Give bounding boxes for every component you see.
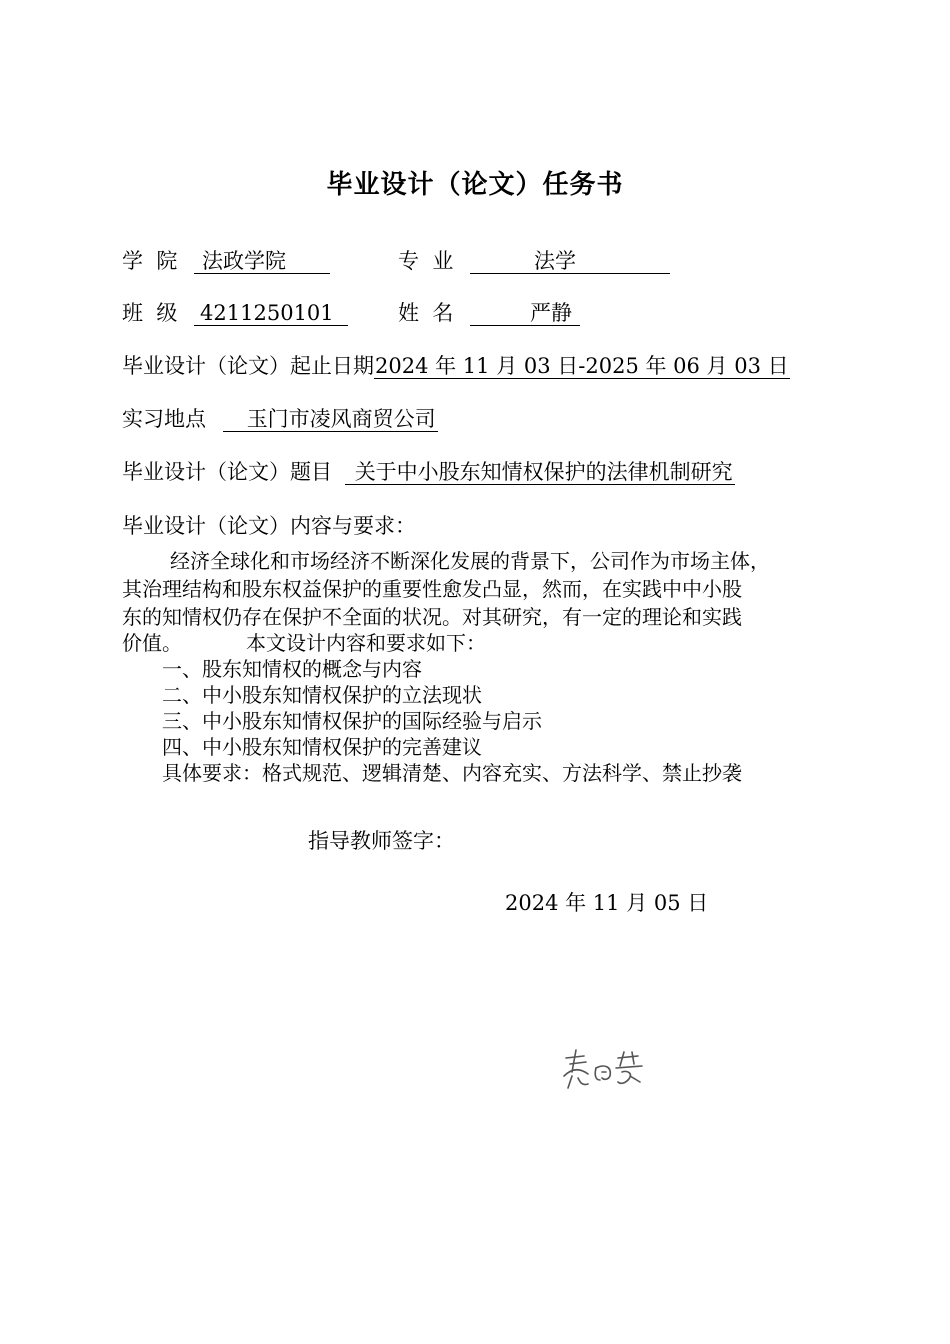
college-row bbox=[122, 246, 330, 276]
internship-value: 玉门市凌风商贸公司 bbox=[223, 407, 438, 432]
class-label: 班 级 bbox=[122, 301, 178, 325]
topic-row bbox=[122, 457, 735, 487]
document-title: 毕业设计（论文）任务书 bbox=[326, 170, 624, 200]
major-label: 专 业 bbox=[398, 249, 454, 273]
class-row bbox=[122, 298, 348, 328]
dates-label: 毕业设计（论文）起止日期 bbox=[122, 354, 374, 378]
paragraph-line: 价值。 bbox=[122, 631, 182, 655]
dates-row bbox=[122, 351, 790, 381]
signature-date: 2024 年 11 月 05 日 bbox=[505, 891, 709, 915]
advisor-signature-label: 指导教师签字： bbox=[308, 829, 455, 853]
name-row bbox=[398, 298, 580, 328]
paragraph-line: 本文设计内容和要求如下： bbox=[246, 631, 486, 655]
requirements-heading: 毕业设计（论文）内容与要求： bbox=[122, 514, 416, 538]
internship-row bbox=[122, 404, 438, 434]
internship-label: 实习地点 bbox=[122, 407, 206, 431]
list-item: 四、中小股东知情权保护的完善建议 bbox=[162, 735, 482, 759]
name-label: 姓 名 bbox=[398, 301, 454, 325]
paragraph-line: 其治理结构和股东权益保护的重要性愈发凸显，然而，在实践中中小股 bbox=[122, 577, 742, 601]
name-value: 严静 bbox=[470, 301, 580, 326]
handwritten-signature bbox=[558, 1046, 648, 1092]
topic-label: 毕业设计（论文）题目 bbox=[122, 460, 332, 484]
paragraph-line: 经济全球化和市场经济不断深化发展的背景下，公司作为市场主体， bbox=[170, 549, 770, 573]
paragraph-line: 东的知情权仍存在保护不全面的状况。对其研究，有一定的理论和实践 bbox=[122, 605, 742, 629]
topic-value: 关于中小股东知情权保护的法律机制研究 bbox=[345, 460, 735, 485]
class-value: 4211250101 bbox=[194, 301, 348, 326]
list-item: 一、股东知情权的概念与内容 bbox=[162, 657, 422, 681]
college-label: 学 院 bbox=[122, 249, 178, 273]
major-value: 法学 bbox=[470, 249, 670, 274]
list-item: 三、中小股东知情权保护的国际经验与启示 bbox=[162, 709, 542, 733]
specific-requirements: 具体要求：格式规范、逻辑清楚、内容充实、方法科学、禁止抄袭 bbox=[162, 761, 742, 785]
college-value: 法政学院 bbox=[194, 249, 330, 274]
major-row bbox=[398, 246, 670, 276]
list-item: 二、中小股东知情权保护的立法现状 bbox=[162, 683, 482, 707]
dates-value: 2024 年 11 月 03 日-2025 年 06 月 03 日 bbox=[375, 354, 789, 378]
